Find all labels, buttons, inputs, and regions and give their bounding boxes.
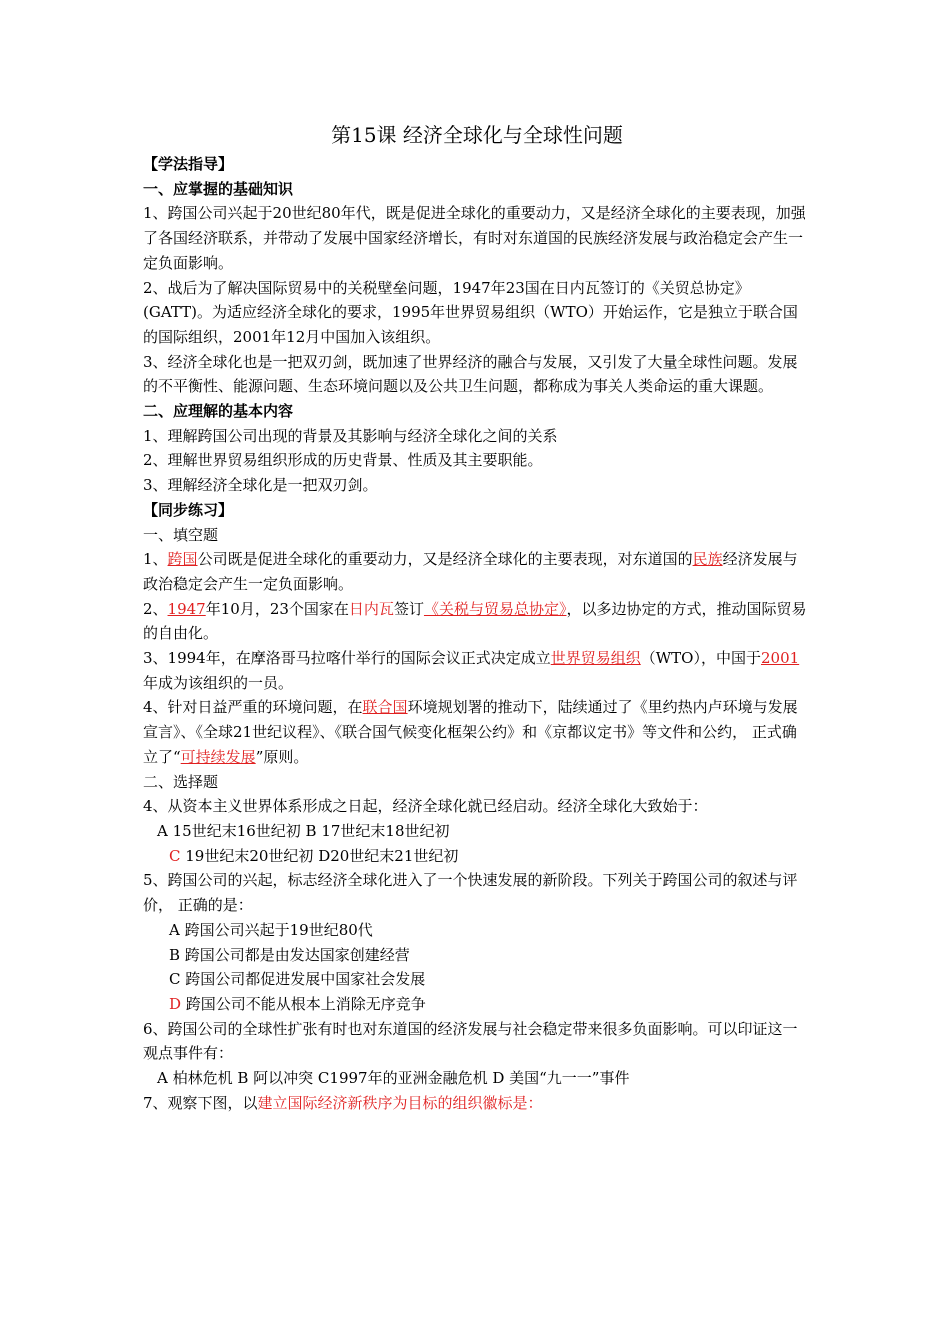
- correct-answer-letter: C: [169, 846, 181, 865]
- subheading-basic-knowledge: 一、应掌握的基础知识: [143, 179, 294, 198]
- answer-blank: 民族: [692, 550, 723, 569]
- fill-question-3: 3、1994年，在摩洛哥马拉喀什举行的国际会议正式决定成立世界贸易组织（WTO），中国于2001年成为该组织的一员。: [143, 649, 800, 692]
- subheading-understanding: 二、应理解的基本内容: [143, 402, 294, 421]
- understanding-point-2: 2、理解世界贸易组织形成的历史背景、性质及其主要职能。: [143, 451, 543, 470]
- correct-answer-letter: D: [169, 994, 182, 1013]
- answer-blank: 可持续发展: [180, 747, 256, 766]
- choice-q5-option-a: A 跨国公司兴起于19世纪80代: [169, 920, 373, 939]
- fill-question-1: 1、跨国公司既是促进全球化的重要动力，又是经济全球化的主要表现，对东道国的民族经济发展与政治稳定会产生一定负面影响。: [143, 550, 798, 593]
- fill-question-2: 2、1947年10月，23个国家在日内瓦签订《关税与贸易总协定》，以多边协定的方式，推动国际贸易的自由化。: [143, 599, 807, 643]
- answer-blank: 《关税与贸易总协定》: [423, 599, 567, 618]
- answer-blank: 跨国: [167, 550, 198, 569]
- section-heading-study-guide: 【学法指导】: [143, 155, 234, 173]
- choice-question-7: 7、观察下图，以建立国际经济新秩序为目标的组织徽标是：: [143, 1093, 543, 1112]
- fill-blank-heading: 一、填空题: [143, 525, 219, 544]
- highlighted-text: 建立国际经济新秩序为目标的组织徽标是：: [257, 1093, 543, 1112]
- choice-q5-option-c: C 跨国公司都促进发展中国家社会发展: [169, 970, 426, 989]
- choice-q5-option-b: B 跨国公司都是由发达国家创建经营: [169, 945, 410, 964]
- choice-question-6: 6、跨国公司的全球性扩张有时也对东道国的经济发展与社会稳定带来很多负面影响。可以印证这一观点事件有：: [143, 1019, 798, 1063]
- choice-question-4: 4、从资本主义世界体系形成之日起，经济全球化就已经启动。经济全球化大致始于：: [143, 797, 708, 816]
- answer-blank: 2001: [760, 649, 800, 668]
- page-title: 第15课 经济全球化与全球性问题: [331, 123, 623, 147]
- fill-question-4: 4、针对日益严重的环境问题，在联合国环境规划署的推动下，陆续通过了《里约热内卢环境与发展宣言》、《全球21世纪议程》、《联合国气候变化框架公约》和《京都议定书》等文件和公约， 正式确立了“可持续发展”原则。: [143, 698, 798, 766]
- knowledge-point-3: 3、经济全球化也是一把双刃剑，既加速了世界经济的融合与发展，又引发了大量全球性问题。发展的不平衡性、能源问题、生态环境问题以及公共卫生问题，都称成为事关人类命运的重大课题。: [143, 352, 798, 396]
- choice-heading: 二、选择题: [143, 772, 219, 791]
- choice-question-5: 5、跨国公司的兴起，标志经济全球化进入了一个快速发展的新阶段。下列关于跨国公司的叙述与评价， 正确的是：: [143, 871, 798, 915]
- answer-blank: 世界贸易组织: [550, 649, 641, 668]
- choice-q4-options-ab: A 15世纪末16世纪初 B 17世纪末18世纪初: [157, 821, 450, 840]
- understanding-point-3: 3、理解经济全球化是一把双刃剑。: [143, 476, 378, 495]
- choice-q5-option-d: D 跨国公司不能从根本上消除无序竞争: [169, 994, 426, 1013]
- answer-blank: 1947: [167, 599, 206, 618]
- understanding-point-1: 1、理解跨国公司出现的背景及其影响与经济全球化之间的关系: [143, 426, 558, 445]
- document-content: [143, 120, 811, 1115]
- answer-blank: 联合国: [362, 698, 408, 717]
- choice-q6-options: A 柏林危机 B 阿以冲突 C1997年的亚洲金融危机 D 美国“九一一”事件: [157, 1069, 630, 1088]
- section-heading-exercises: 【同步练习】: [143, 500, 234, 519]
- choice-q4-options-cd: C 19世纪末20世纪初 D20世纪末21世纪初: [169, 846, 459, 865]
- knowledge-point-1: 1、跨国公司兴起于20世纪80年代，既是促进全球化的重要动力，又是经济全球化的主要表现，加强了各国经济联系，并带动了发展中国家经济增长，有时对东道国的民族经济发展与政治稳定会产生一定负面影响。: [143, 204, 806, 272]
- knowledge-point-2: 2、战后为了解决国际贸易中的关税壁垒问题，1947年23国在日内瓦签订的《关贸总协定》(GATT)。为适应经济全球化的要求，1995年世界贸易组织（WTO）开始运作，它是独立于联合国的国际组织，2001年12月中国加入该组织。: [143, 278, 798, 346]
- answer-text: 日内瓦: [348, 599, 394, 618]
